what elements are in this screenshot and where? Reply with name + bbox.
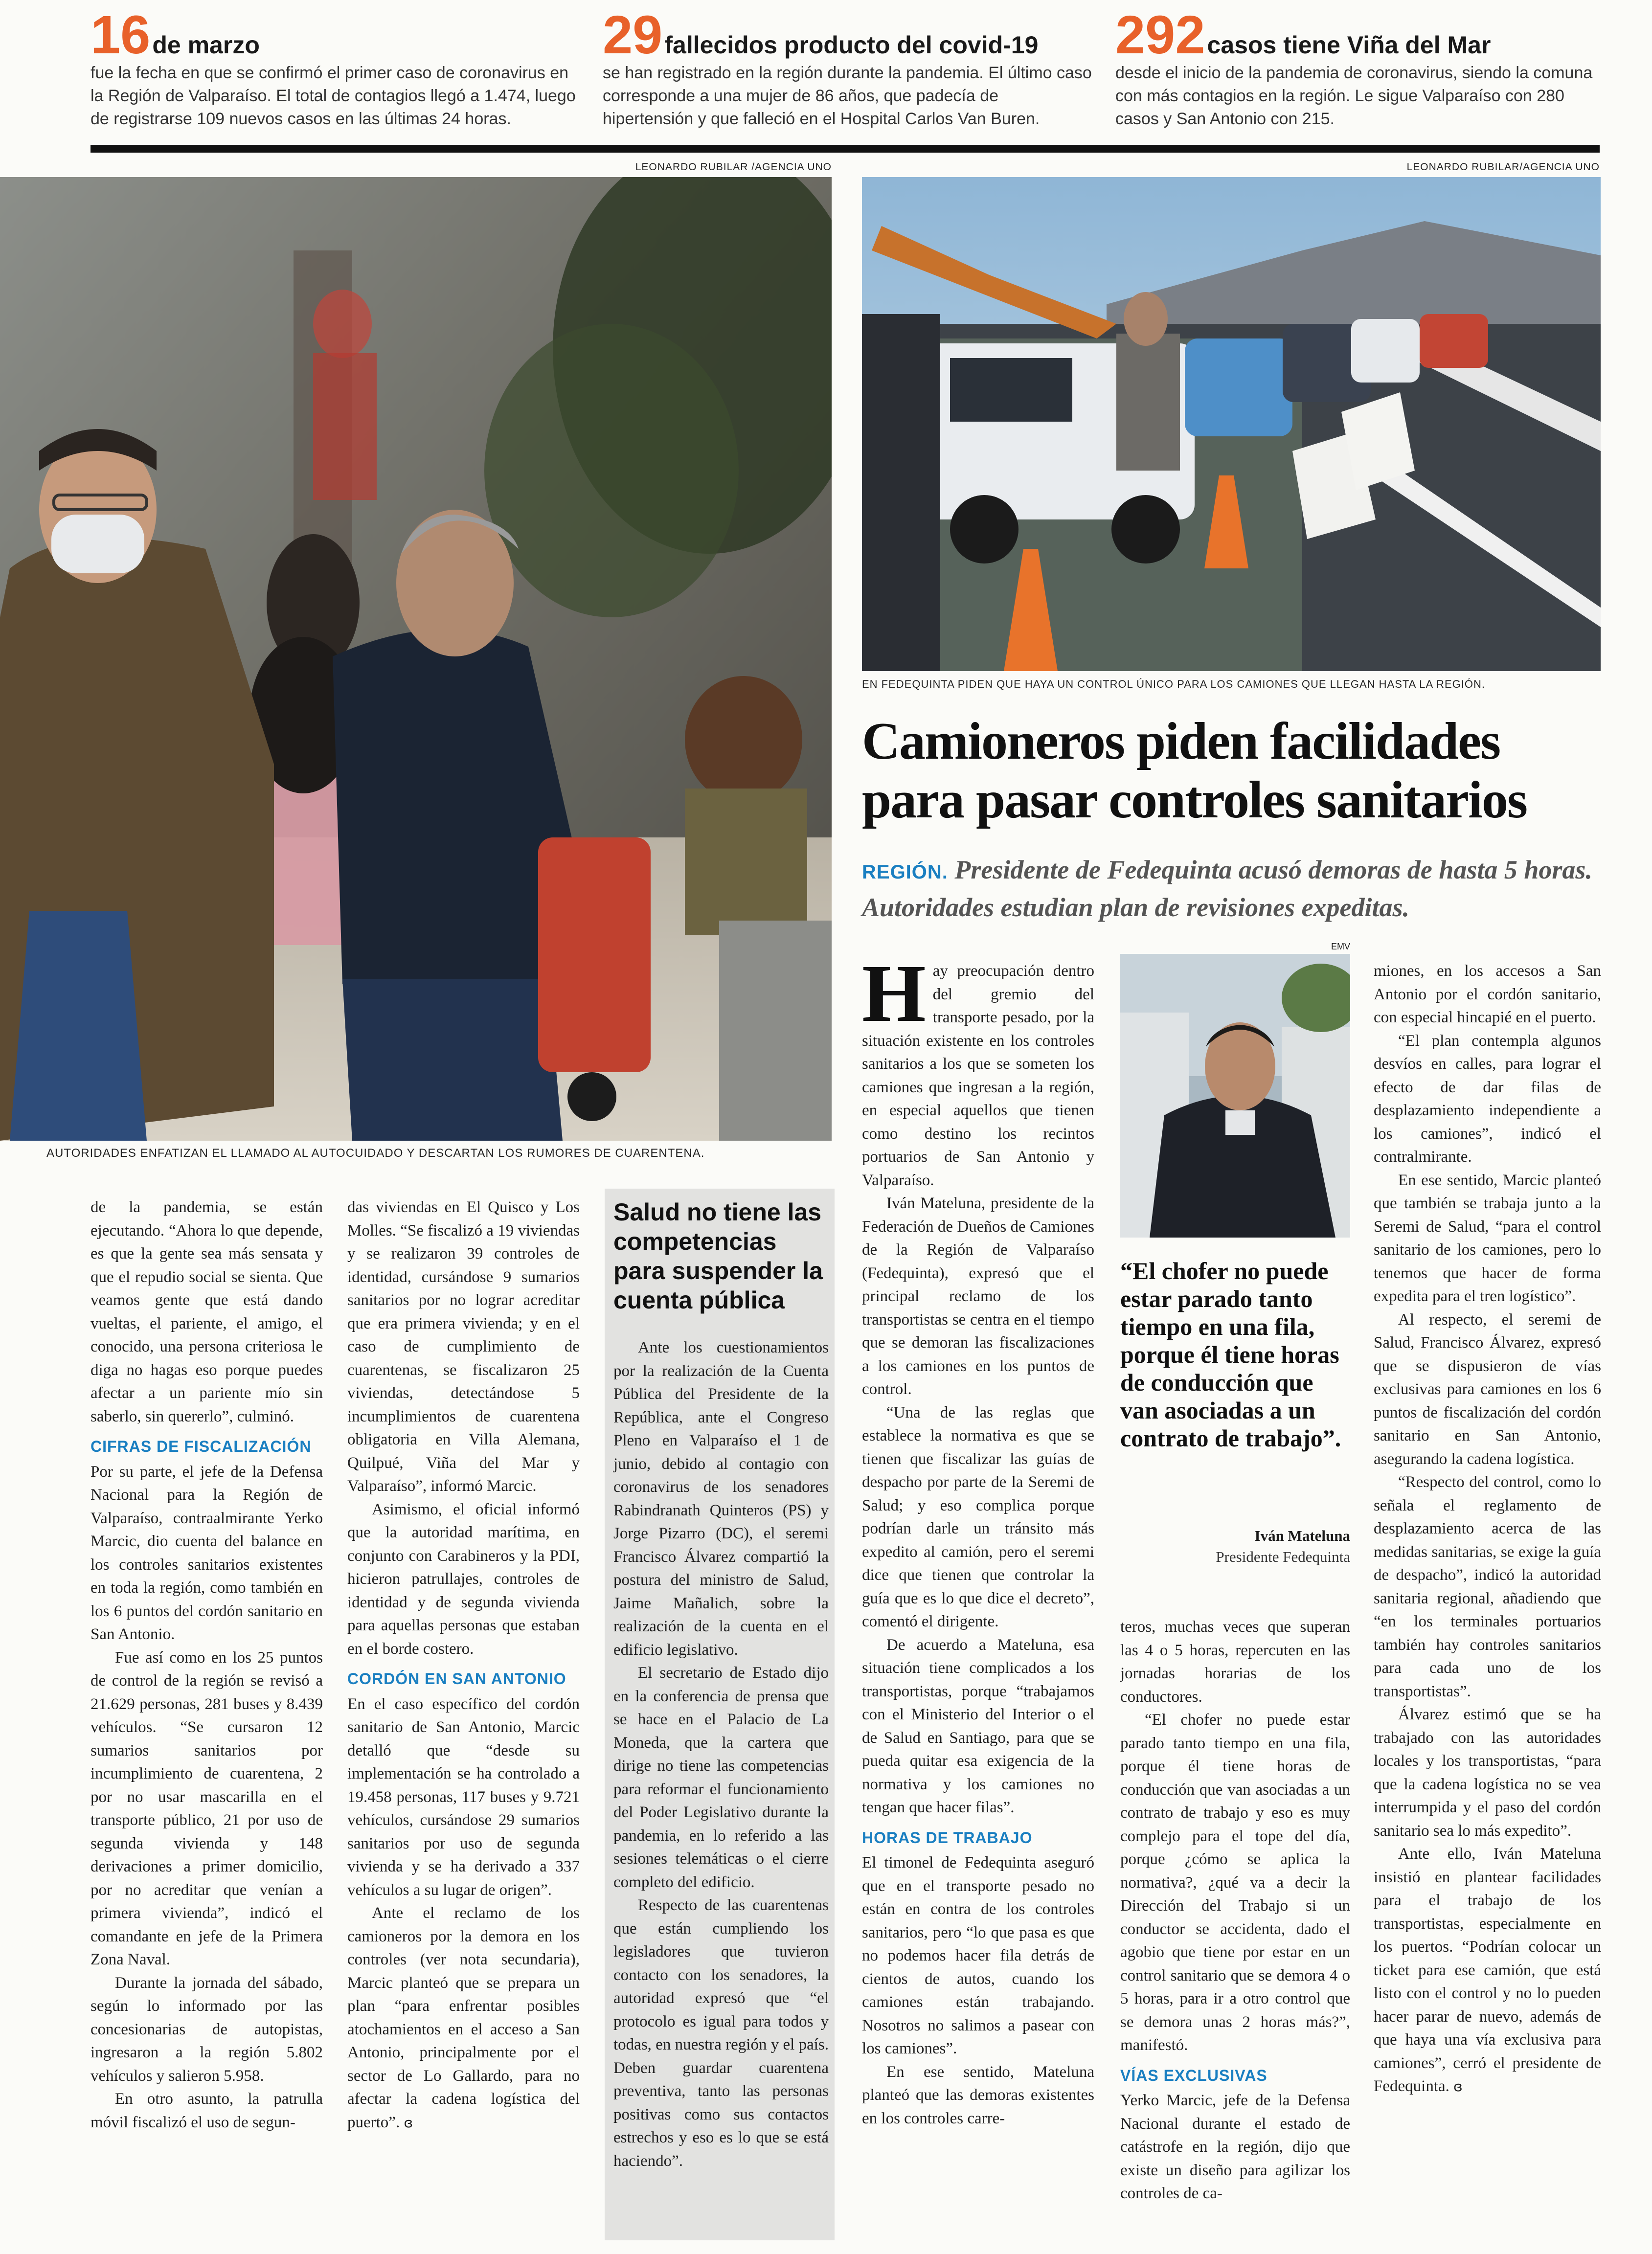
article-paragraph: “El chofer no puede estar parado tanto tiempo en una fila, porque él tiene horas de conducción que van asociadas a un contrato de trabajo y eso es muy complejo para el tope del día, porque ¿cómo se aplica la normativa?, ¿qué va a decir la Dirección del Trabajo si un conductor se accidenta, dado el agobio que tiene por estar en un control sanitario que se demora 4 o 5 horas, para ir a otro control que se demora unas 2 horas más?”, manifestó. [1120,1711,1350,2054]
left-column-a [91,1196,323,2134]
sidebar-box-title: Salud no tiene las competencias para suspender la cuenta pública [613,1198,823,1314]
photo-caption-right: EN FEDEQUINTA PIDEN QUE HAYA UN CONTROL ÚNICO PARA LOS CAMIONES QUE LLEGAN HASTA LA REGIÓN. [862,678,1485,690]
article-paragraph: En el caso específico del cordón sanitario de San Antonio, Marcic detalló que “desde su implementación se ha controlado a 19.458 personas, 117 buses y 9.721 vehículos, cursándose 29 sumarios sanitarios por uso de segunda vivienda y se ha derivado a 337 vehículos a su lugar de origen”. [347,1695,580,1899]
article-paragraph: Asimismo, el oficial informó que la autoridad marítima, en conjunto con Carabineros y la PDI, hicieron patrullajes, controles de identidad y de segunda vivienda para aquellas personas que estaban en el borde costero. [347,1500,580,1658]
article-paragraph: das viviendas en El Quisco y Los Molles. “Se fiscalizó a 19 viviendas y se realizaron 39 controles de identidad, cursándose 9 sumarios sanitarios por no lograr acreditar que era primera vivienda; y en el caso de cumplimiento de cuarentenas, se fiscalizaron 25 viviendas, detectándose 5 incumplimientos de cuarentena obligatoria en Villa Alemana, Quilpué, Viña del Mar y Valparaíso”, informó Marcic. [347,1198,580,1495]
article-paragraph: Respecto de las cuarentenas que están cumpliendo los legisladores que tuvieron contacto con los senadores, la autoridad expresó que “el protocolo es igual para todos y todas, en nuestra región y el país. Deben guardar cuarentena preventiva, tanto las personas positivas como sus contactos estrechos y eso es lo que se está haciendo”. [613,1896,829,2170]
trucks-photo [862,177,1601,671]
photo-credit-left: LEONARDO RUBILAR /AGENCIA UNO [635,161,832,173]
article-paragraph: Álvarez estimó que se ha trabajado con las autoridades locales y los transportistas, “para que la cadena logística no se vea interrumpida y el paso del cordón sanitario sea lo más expedito”. [1374,1706,1601,1840]
article-paragraph: “Una de las reglas que establece la normativa es que se tienen que fiscalizar las guías de despacho por parte de la Seremi de Salud; y eso complica porque podrían darle un tránsito más expedito al camión, pero el seremi dice que tienen que controlar la guía que es lo que dice el decreto”, comentó el dirigente. [862,1403,1094,1630]
end-mark: ɞ [1453,2078,1463,2095]
stat-3 [1115,5,1600,131]
dropcap: H [862,948,926,1039]
portrait-photo [1120,954,1350,1238]
subheading-cifras: CIFRAS DE FISCALIZACIÓN [91,1438,312,1455]
stat-number: 292 [1115,5,1205,65]
stat-number: 16 [91,5,151,65]
article-paragraph: El timonel de Fedequinta aseguró que en el transporte pesado no están en contra de los controles sanitarios, pero “lo que pasa es que no podemos hacer fila detrás de cientos de autos, cuando los camiones están trabajando. Nosotros no salimos a pasear con los camiones”. [862,1854,1094,2057]
stat-number: 29 [603,5,663,65]
article-paragraph: Yerko Marcic, jefe de la Defensa Nacional durante el estado de catástrofe en la región, dijo que existe un diseño para agilizar los controles de ca- [1120,2092,1350,2202]
top-rule [91,145,1600,153]
article-paragraph: En otro asunto, la patrulla móvil fiscalizó el uso de segun- [91,2090,323,2131]
article-paragraph: Fue así como en los 25 puntos de control de la región se revisó a 21.629 personas, 281 buses y 8.439 vehículos. “Se cursaron 12 sumarios sanitarios por incumplimiento de cuarentena, 2 por no usar mascarilla en el transporte público, 21 por uso de segunda vivienda y 148 derivaciones a primer domicilio, por no acreditar que venían a primera vivienda”, indicó el comandante en jefe de la Primera Zona Naval. [91,1648,323,1968]
portrait-image [1120,954,1350,1238]
stat-label: fallecidos producto del covid-19 [664,31,1039,59]
headline: Camioneros piden facilidades para pasar controles sanitarios [862,712,1527,829]
subheading-cordon: CORDÓN EN SAN ANTONIO [347,1670,566,1688]
article-column-1 [862,948,1094,2130]
article-paragraph: “Respecto del control, como lo señala el reglamento de desplazamiento acerca de las medidas sanitarias, se exige la guía de despacho”, indicó la autoridad sanitaria regional, añadiendo que “en los terminales portuarios también hay controles sanitarios para cada uno de los transportistas”. [1374,1473,1601,1700]
photo-caption-left: AUTORIDADES ENFATIZAN EL LLAMADO AL AUTOCUIDADO Y DESCARTAN LOS RUMORES DE CUARENTENA. [46,1147,705,1160]
stat-body: fue la fecha en que se confirmó el primer caso de coronavirus en la Región de Valparaíso. El total de contagios llegó a 1.474, luego de registrarse 109 nuevos casos en las últimas 24 horas. [91,64,576,128]
subheading-horas: HORAS DE TRABAJO [862,1828,1033,1847]
portrait-credit: EMV [1331,942,1350,951]
article-paragraph: “El plan contempla algunos desvíos en calles, para lograr el efecto de dar filas de desplazamiento independiente a los camiones”, indicó el contralmirante. [1374,1032,1601,1166]
photo-credit-right: LEONARDO RUBILAR/AGENCIA UNO [1406,161,1600,173]
article-column-2 [1120,1616,1350,2206]
lead-text: Presidente de Fedequinta acusó demoras de hasta 5 horas. Autoridades estudian plan de revisiones expeditas. [862,855,1592,922]
sidebar-box-body [613,1336,829,2173]
subheading-vias: VÍAS EXCLUSIVAS [1120,2066,1267,2084]
stat-1 [91,5,580,131]
article-paragraph: Iván Mateluna, presidente de la Federación de Dueños de Camiones de la Región de Valparaíso (Fedequinta), expresó que el principal reclamo de los transportistas se centra en el tiempo que se demoran las fiscalizaciones a los camiones en los puntos de control. [862,1195,1094,1398]
left-column-b [347,1196,580,2134]
article-paragraph: de la pandemia, se están ejecutando. “Ahora lo que depende, es que la gente sea más sensata y que el repudio social se sienta. Que veamos gente que está dando vueltas, el pariente, el amigo, el conocido, una persona criteriosa le diga no hagas eso porque puedes afectar a un pariente mío sin saberlo, sin quererlo”, culminó. [91,1198,323,1425]
article-paragraph: Ante ello, Iván Mateluna insistió en plantear facilidades para el trabajo de los transportistas, especialmente en los puertos. “Podrían colocar un ticket para ese camión, que está listo con el control y no lo pueden hacer parar de nuevo, además de que haya una vía exclusiva para camiones”, cerró el presidente de Fedequinta. ɞ [1374,1845,1601,2095]
article-column-3 [1374,960,1601,2098]
stat-2 [603,5,1092,131]
article-paragraph: Ante el reclamo de los camioneros por la demora en los controles (ver nota secundaria), Marcic planteó que se prepara un plan “para enfrentar posibles atochamientos en el acceso a San Antonio, principalmente por el sector de Lo Gallardo, para no afectar la cadena logística del puerto”. ɞ [347,1904,580,2131]
quote-author-role: Presidente Fedequinta [1216,1548,1350,1565]
stat-body: desde el inicio de la pandemia de coronavirus, siendo la comuna con más contagios en la región. Le sigue Valparaíso con 280 casos y San Antonio con 215. [1115,64,1593,128]
lead-tag: REGIÓN. [862,861,948,883]
article-paragraph: Por su parte, el jefe de la Defensa Nacional para la Región de Valparaíso, contraalmirante Yerko Marcic, dio cuenta del balance en los controles sanitarios existentes en toda la región, como también en los 6 puntos del cordón sanitario en San Antonio. [91,1463,323,1643]
stat-label: de marzo [152,31,260,59]
street-photo [0,177,832,1141]
stat-label: casos tiene Viña del Mar [1207,31,1491,59]
article-paragraph: Hay preocupación dentro del gremio del transporte pesado, por la situación existente en los controles sanitarios a los que se someten los camiones que ingresan a la región, en especial aquellos que tienen como destino los recintos portuarios de San Antonio y Valparaíso. [862,948,1094,1189]
quote-author: Iván Mateluna [1254,1527,1350,1544]
article-paragraph: Durante la jornada del sábado, según lo informado por las concesionarias de autopistas, ingresaron a la región 5.802 vehículos y salieron 5.958. [91,1974,323,2085]
lead [862,852,1601,925]
article-paragraph: El secretario de Estado dijo en la conferencia de prensa que se hace en el Palacio de La Moneda, que la cartera que dirige no tiene las competencias para reformar el funcionamiento del Poder Legislativo durante la pandemia, en lo referido a las sesiones telemáticas o el cierre completo del edificio. [613,1664,829,1891]
article-paragraph: miones, en los accesos a San Antonio por el cordón sanitario, con especial hincapié en el puerto. [1374,962,1601,1026]
article-paragraph: De acuerdo a Mateluna, esa situación tiene complicados a los transportistas, porque “trabajamos con el Ministerio del Interior o el de Salud en Santiago, para que se pueda quitar esa exigencia de la normativa y los camiones no tengan que hacer filas”. [862,1636,1094,1816]
end-mark: ɞ [404,2114,413,2131]
pull-quote: “El chofer no puede estar parado tanto tiempo en una fila, porque él tiene horas de conducción que van asociadas a un contrato de trabajo”. [1120,1257,1341,1452]
article-paragraph: En ese sentido, Marcic planteó que también se trabaja junto a la Seremi de Salud, “para el control sanitario de los camiones, pero lo tenemos que hacer de forma expedita para el tren logístico”. [1374,1171,1601,1305]
article-paragraph: teros, muchas veces que superan las 4 o 5 horas, repercuten en las jornadas horarias de los conductores. [1120,1618,1350,1706]
trucks-photo-image [862,177,1601,671]
article-paragraph: Ante los cuestionamientos por la realización de la Cuenta Pública del Presidente de la República, ante el Congreso Pleno en Valparaíso el 1 de junio, debido al contagio con coronavirus de los senadores Rabindranath Quinteros (PS) y Jorge Pizarro (DC), el seremi Francisco Álvarez compartió la postura del ministro de Salud, Jaime Mañalich, sobre la realización de la cuenta en el edificio legislativo. [613,1339,829,1659]
street-photo-image [0,177,832,1141]
article-paragraph: Al respecto, el seremi de Salud, Francisco Álvarez, expresó que se dispusieron de vías exclusivas para camiones en los 6 puntos de fiscalización del cordón sanitario en San Antonio, asegurando la cadena logística. [1374,1310,1601,1468]
stat-body: se han registrado en la región durante la pandemia. El último caso corresponde a una mujer de 86 años, que padecía de hipertensión y que falleció en el Hospital Carlos Van Buren. [603,64,1092,128]
article-paragraph: En ese sentido, Mateluna planteó que las demoras existentes en los controles carre- [862,2063,1094,2127]
